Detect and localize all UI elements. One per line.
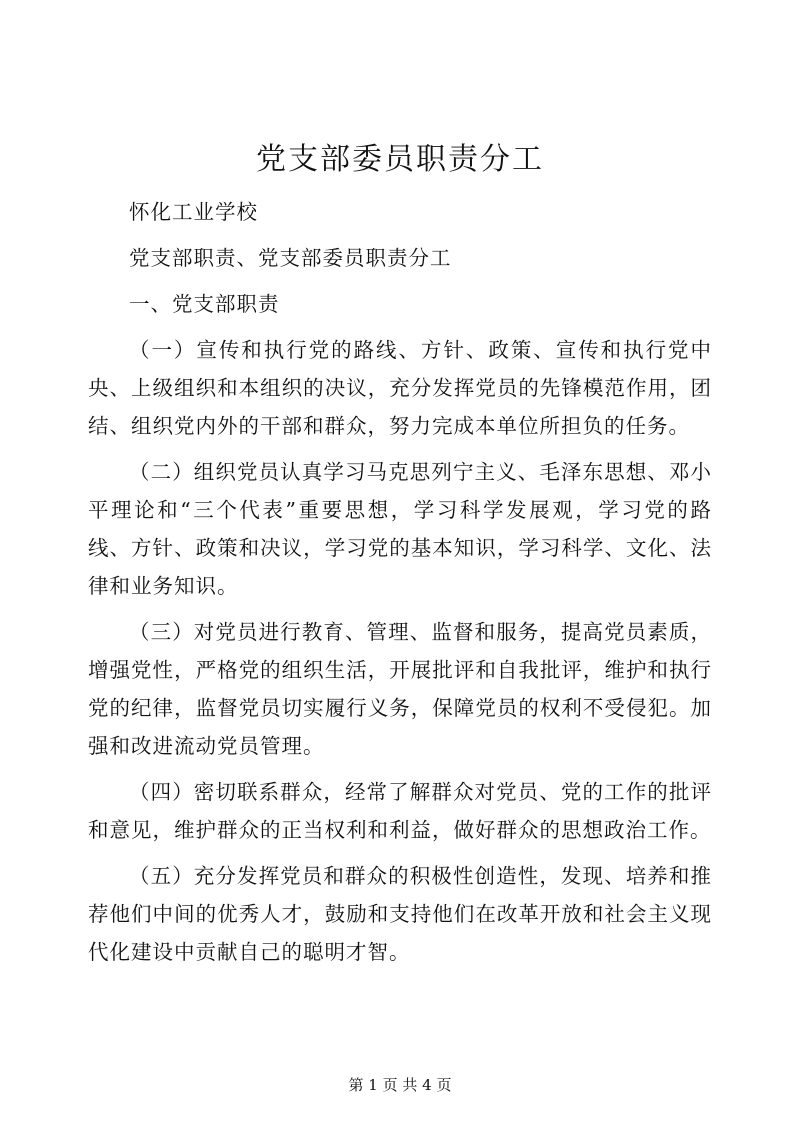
- document-body: [88, 193, 712, 979]
- paragraph: （二）组织党员认真学习马克思列宁主义、毛泽东思想、邓小平理论和“三个代表”重要思想，学习科学发展观，学习党的路线、方针、政策和决议，学习党的基本知识，学习科学、文化、法律和业务知识。: [88, 460, 712, 598]
- paragraph: （五）充分发挥党员和群众的积极性创造性，发现、培养和推荐他们中间的优秀人才，鼓励和支持他们在改革开放和社会主义现代化建设中贡献自己的聪明才智。: [88, 864, 712, 964]
- page-title: 党支部委员职责分工: [256, 142, 544, 177]
- page-number-footer: 第 1 页 共 4 页: [348, 1076, 452, 1094]
- paragraph: （三）对党员进行教育、管理、监督和服务，提高党员素质，增强党性，严格党的组织生活，开展批评和自我批评，维护和执行党的纪律，监督党员切实履行义务，保障党员的权利不受侵犯。加强和改进流动党员管理。: [88, 620, 712, 758]
- school-name: 怀化工业学校: [129, 200, 258, 224]
- paragraph: （四）密切联系群众，经常了解群众对党员、党的工作的批评和意见，维护群众的正当权利和利益，做好群众的思想政治工作。: [88, 780, 712, 842]
- paragraph: （一）宣传和执行党的路线、方针、政策、宣传和执行党中央、上级组织和本组织的决议，充分发挥党员的先锋模范作用，团结、组织党内外的干部和群众，努力完成本单位所担负的任务。: [88, 338, 712, 438]
- section-heading: 一、党支部职责: [129, 292, 280, 316]
- document-subtitle: 党支部职责、党支部委员职责分工: [129, 246, 452, 270]
